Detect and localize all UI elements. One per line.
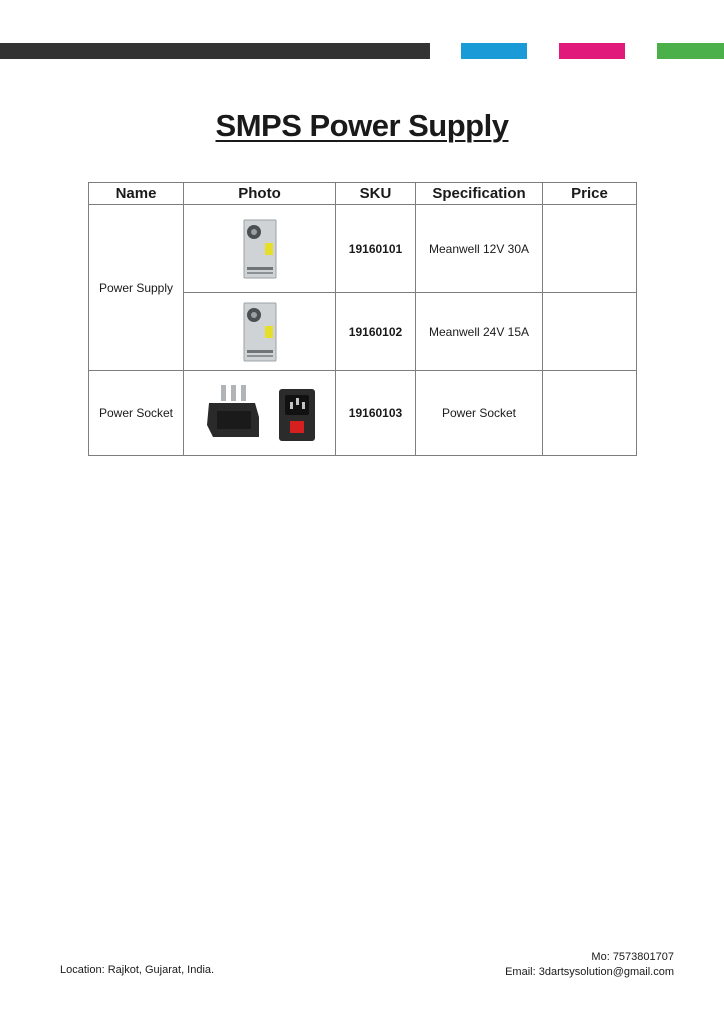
price-cell [543,205,637,293]
product-name-cell: Power Supply [89,205,184,371]
footer-mobile: Mo: 7573801707 [591,951,674,963]
power-supply-image [243,219,277,279]
column-header-sku: SKU [336,183,416,205]
footer-contact [505,950,674,980]
product-photo-cell [184,293,336,371]
product-photo-cell [184,205,336,293]
header-bar-dark [0,43,430,59]
sku-cell: 19160101 [336,205,416,293]
table-header-row [89,183,637,205]
footer-location: Location: Rajkot, Gujarat, India. [60,964,215,976]
column-header-price: Price [543,183,637,205]
header-bar-green [657,43,724,59]
specification-cell: Meanwell 12V 30A [416,205,543,293]
header-bar-blue [461,43,527,59]
sku-cell: 19160102 [336,293,416,371]
specification-cell: Power Socket [416,371,543,456]
product-photo-cell [184,371,336,456]
column-header-name: Name [89,183,184,205]
power-socket-image [199,381,321,445]
specification-cell: Meanwell 24V 15A [416,293,543,371]
footer-email: Email: 3dartsysolution@gmail.com [505,966,674,978]
power-supply-image [243,302,277,362]
price-cell [543,371,637,456]
column-header-specification: Specification [416,183,543,205]
product-name-cell: Power Socket [89,371,184,456]
table-row [89,205,637,293]
product-table [88,182,637,456]
sku-cell: 19160103 [336,371,416,456]
header-bar-pink [559,43,625,59]
column-header-photo: Photo [184,183,336,205]
price-cell [543,293,637,371]
table-row [89,371,637,456]
page-title: SMPS Power Supply [215,108,509,143]
